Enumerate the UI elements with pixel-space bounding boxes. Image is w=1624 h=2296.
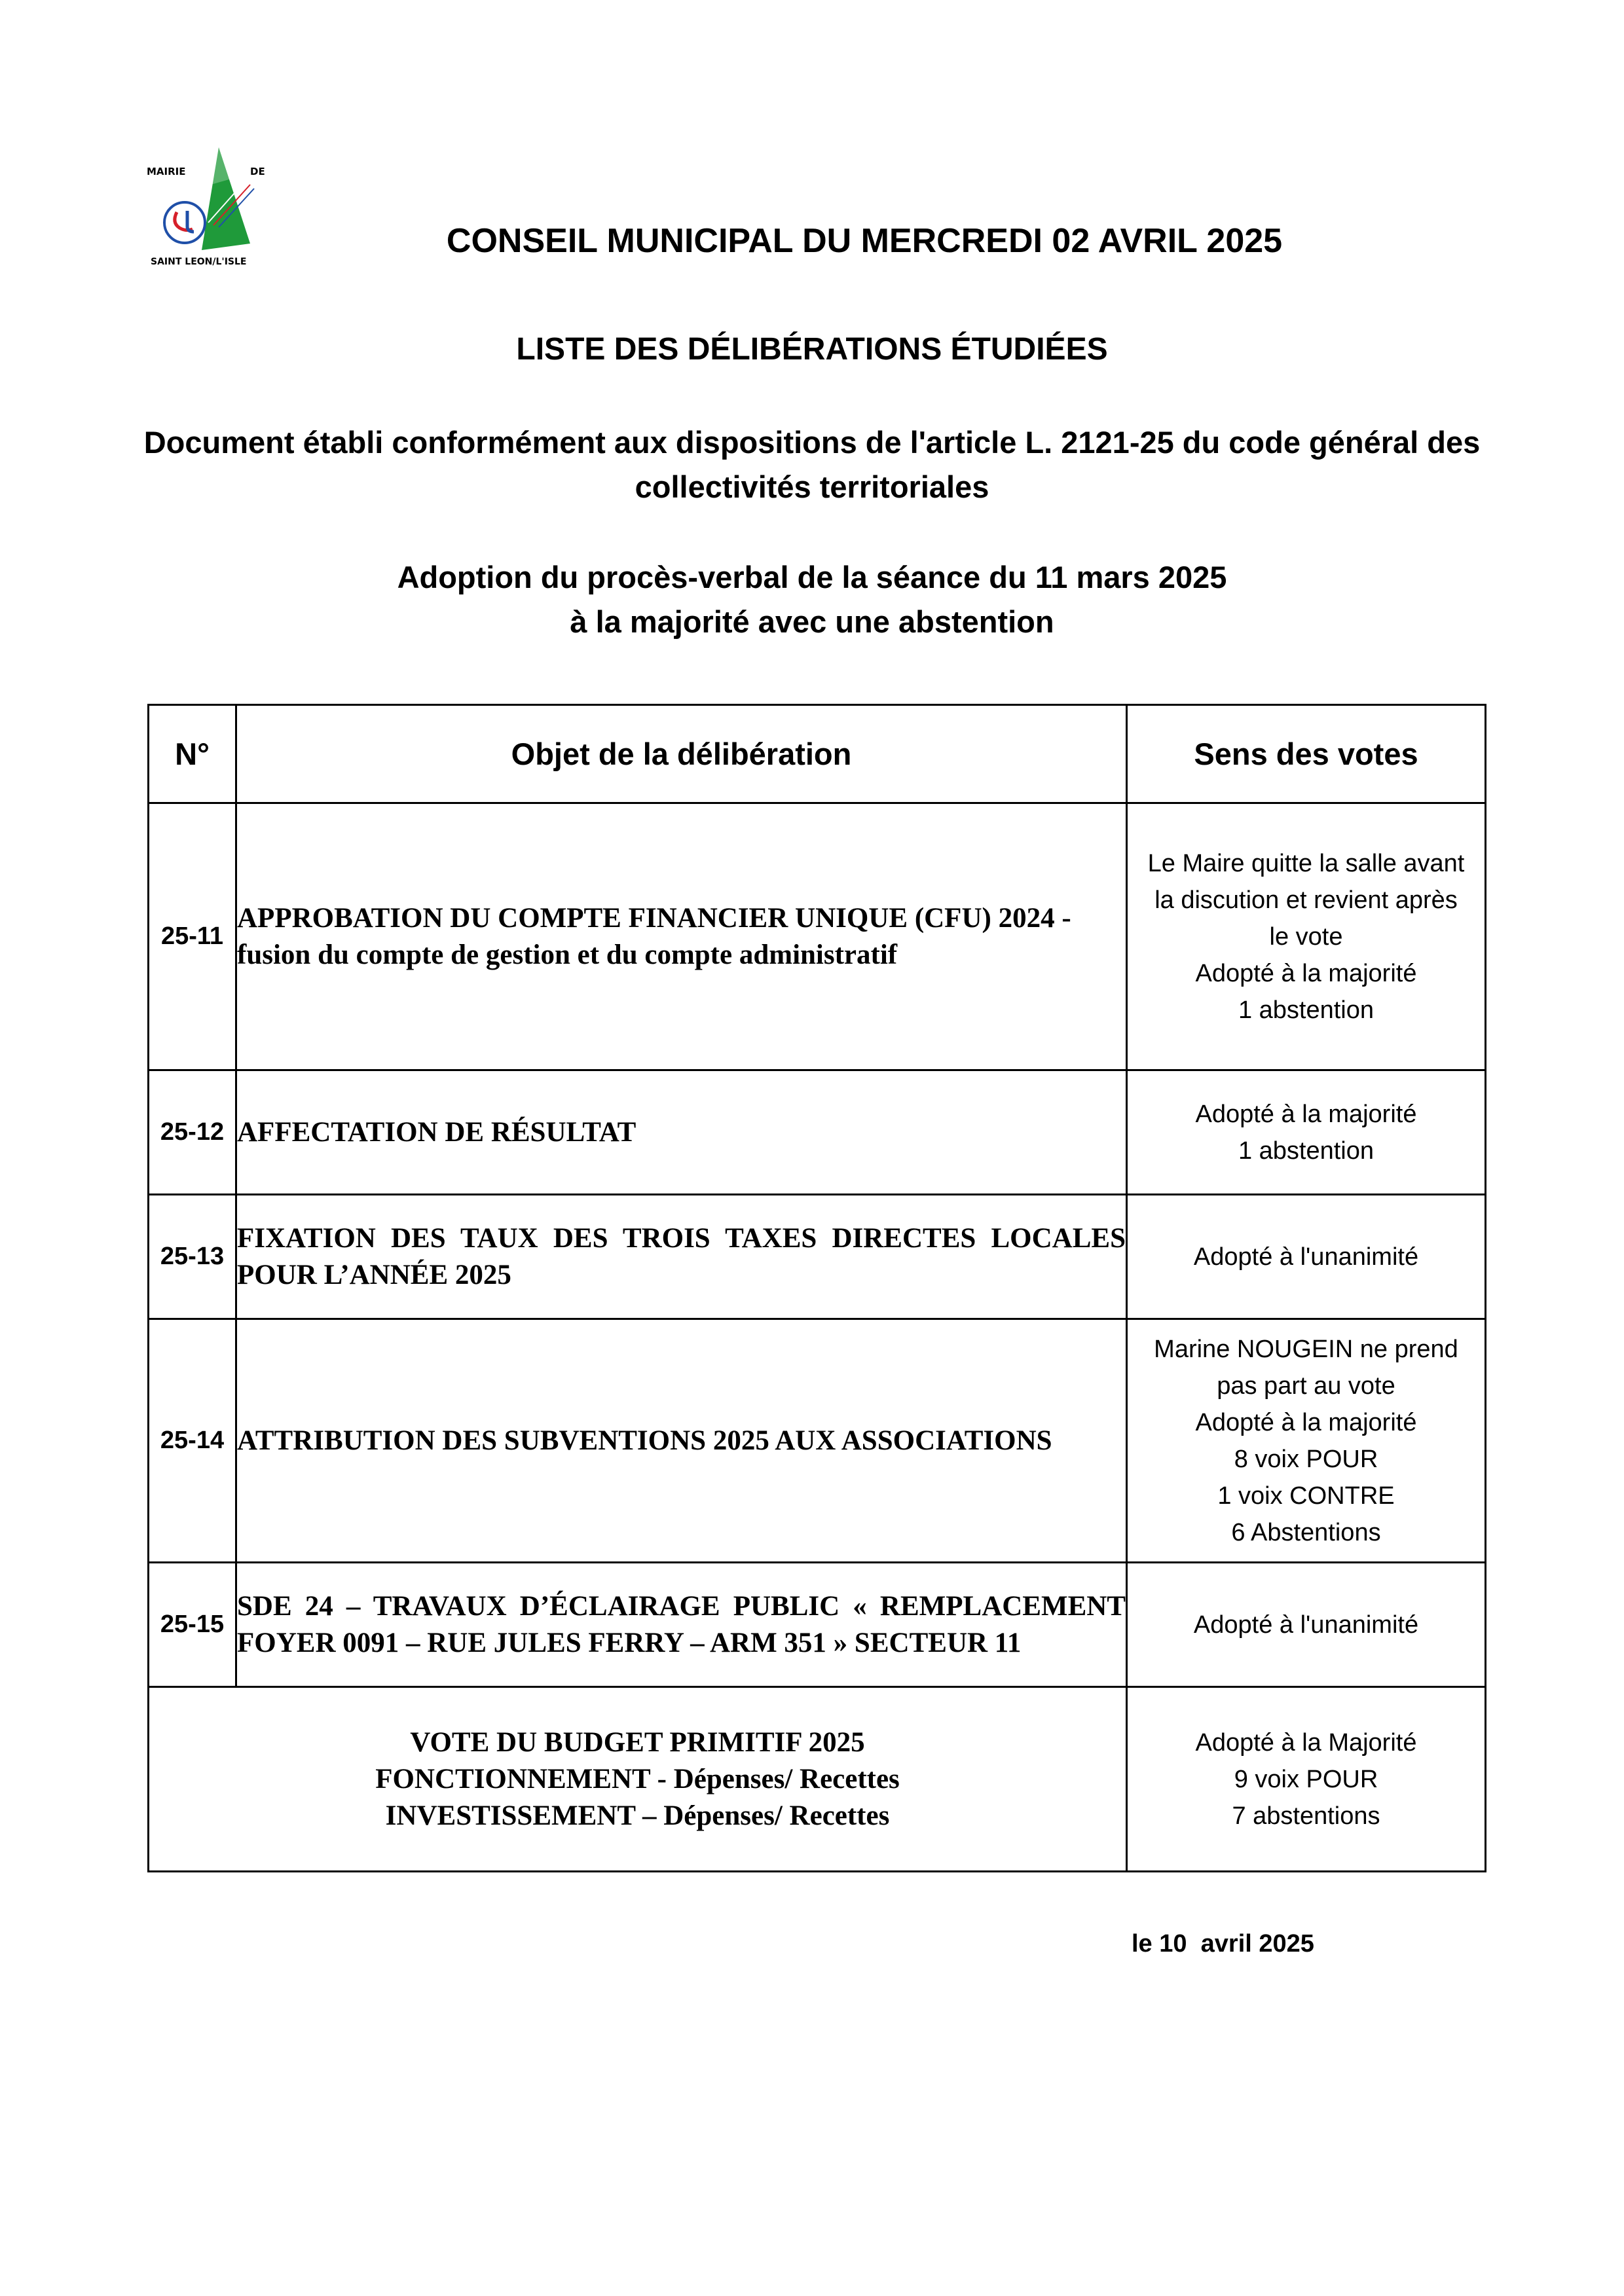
page-title: CONSEIL MUNICIPAL DU MERCREDI 02 AVRIL 2025 [446, 222, 1283, 260]
vote-line: Adopté à la Majorité [1195, 1728, 1417, 1757]
document-date: le 10 avril 2025 [1132, 1930, 1314, 1958]
vote-line: 9 voix POUR [1234, 1765, 1378, 1793]
vote-line: Adopté à la majorité [1195, 1100, 1417, 1128]
budget-row [149, 1687, 1486, 1872]
object-line: ATTRIBUTION DES SUBVENTIONS 2025 AUX ASSOCIATIONS [237, 1425, 1052, 1456]
page-subtitle: LISTE DES DÉLIBÉRATIONS ÉTUDIÉES [516, 332, 1108, 367]
row-num: 25-15 [149, 1563, 236, 1687]
vote-line: 6 Abstentions [1231, 1518, 1381, 1546]
header-votes: Sens des votes [1127, 705, 1486, 803]
row-num: 25-14 [149, 1319, 236, 1563]
object-line: SDE 24 – TRAVAUX D’ÉCLAIRAGE PUBLIC « REMPLACEMENT [237, 1590, 1126, 1622]
table-row [149, 1319, 1486, 1563]
table-row [149, 1195, 1486, 1319]
object-line: AFFECTATION DE RÉSULTAT [237, 1116, 637, 1148]
header-object: Objet de la délibération [236, 705, 1127, 803]
table-row [149, 1563, 1486, 1687]
row-votes [1127, 1319, 1486, 1563]
vote-line: la discution et revient après [1154, 886, 1458, 914]
row-num: 25-11 [149, 803, 236, 1070]
row-votes [1127, 1070, 1486, 1195]
row-object [236, 1319, 1127, 1563]
legal-notice-line-2: collectivités territoriales [635, 469, 989, 504]
object-line: fusion du compte de gestion et du compte administratif [237, 939, 898, 970]
object-line: FIXATION DES TAUX DES TROIS TAXES DIRECTES LOCALES [237, 1222, 1126, 1254]
object-line: FOYER 0091 – RUE JULES FERRY – ARM 351 » SECTEUR 11 [237, 1627, 1022, 1658]
row-object [236, 803, 1127, 1070]
row-num: 25-13 [149, 1195, 236, 1319]
vote-line: Adopté à la majorité [1195, 959, 1417, 987]
deliberations-table [147, 704, 1486, 1872]
row-object [236, 1195, 1127, 1319]
vote-line: 1 abstention [1238, 996, 1375, 1024]
vote-line: Marine NOUGEIN ne prend [1154, 1335, 1458, 1363]
adoption-line-2: à la majorité avec une abstention [570, 604, 1054, 639]
vote-line: le vote [1269, 922, 1343, 951]
row-votes [1127, 803, 1486, 1070]
adoption-line-1: Adoption du procès-verbal de la séance du 11 mars 2025 [397, 560, 1227, 594]
table-row [149, 1070, 1486, 1195]
header-num: N° [149, 705, 236, 803]
legal-notice-line-1: Document établi conformément aux dispositions de l'article L. 2121-25 du code général des [143, 425, 1481, 460]
budget-line: FONCTIONNEMENT - Dépenses/ Recettes [375, 1763, 900, 1795]
row-votes [1127, 1563, 1486, 1687]
vote-line: 8 voix POUR [1234, 1445, 1378, 1473]
vote-line: Adopté à l'unanimité [1193, 1611, 1419, 1639]
row-object [236, 1070, 1127, 1195]
vote-line: Adopté à la majorité [1195, 1408, 1417, 1436]
vote-line: pas part au vote [1217, 1372, 1395, 1400]
budget-line: VOTE DU BUDGET PRIMITIF 2025 [410, 1726, 865, 1758]
logo-text-saint-leon: SAINT LEON/L'ISLE [151, 257, 247, 267]
object-line: POUR L’ANNÉE 2025 [237, 1259, 511, 1290]
budget-line: INVESTISSEMENT – Dépenses/ Recettes [385, 1800, 890, 1831]
vote-line: 7 abstentions [1232, 1802, 1380, 1830]
vote-line: Le Maire quitte la salle avant [1147, 849, 1465, 877]
budget-votes [1127, 1687, 1486, 1872]
row-votes [1127, 1195, 1486, 1319]
vote-line: Adopté à l'unanimité [1193, 1243, 1419, 1271]
object-line: APPROBATION DU COMPTE FINANCIER UNIQUE (CFU) 2024 - [237, 902, 1071, 934]
vote-line: 1 abstention [1238, 1137, 1375, 1165]
table-header-row [149, 705, 1486, 803]
logo-text-de: DE [250, 166, 265, 177]
logo-text-mairie: MAIRIE [147, 166, 186, 177]
budget-object [149, 1687, 1127, 1872]
table-row [149, 803, 1486, 1070]
vote-line: 1 voix CONTRE [1217, 1482, 1395, 1510]
row-num: 25-12 [149, 1070, 236, 1195]
row-object [236, 1563, 1127, 1687]
